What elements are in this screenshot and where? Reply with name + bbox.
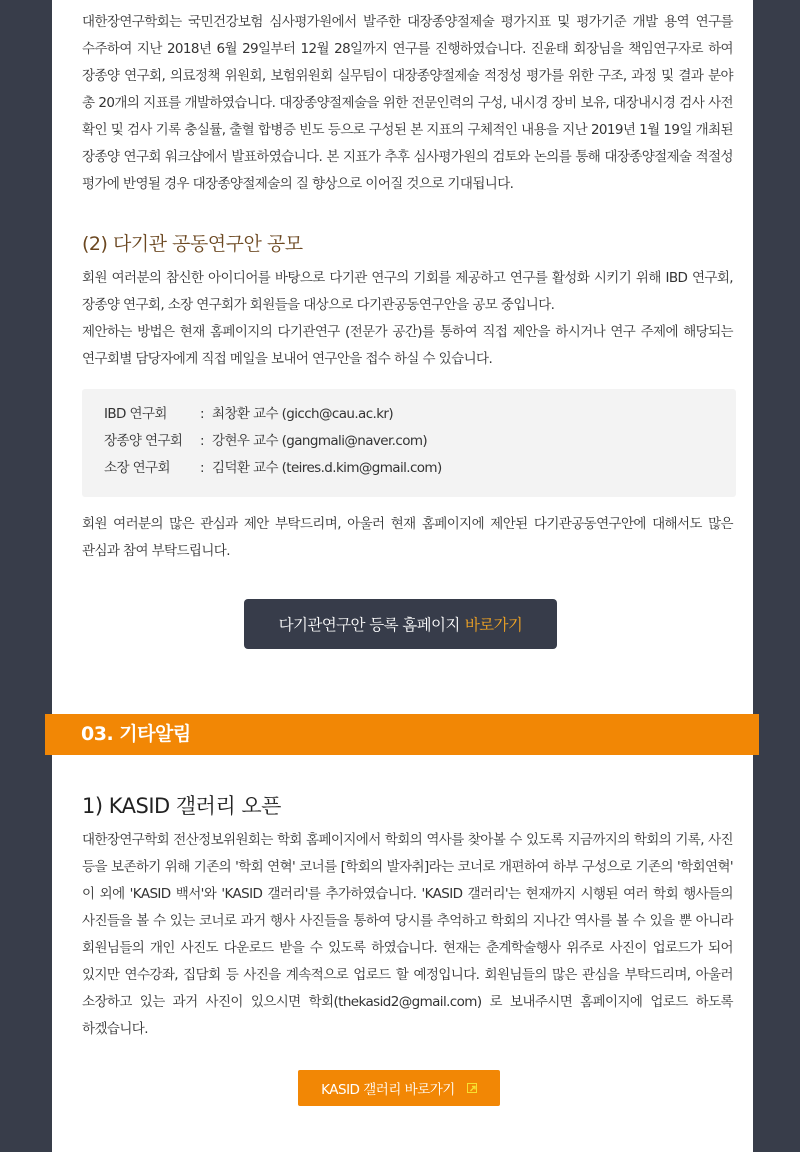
contact-group: IBD 연구회 [104,406,167,422]
joint-research-paragraph-2: 제안하는 방법은 현재 홈페이지의 다기관연구 (전문가 공간)를 통하여 직접 제안을 하시거나 연구 주제에 해당되는 연구회별 담당자에게 직접 메일을 보내어 연구안을 접수 하실 수 있습니다. [82,324,733,367]
newsletter-page [52,0,753,1152]
contact-colon: : [200,433,204,449]
joint-research-register-button[interactable] [244,599,557,649]
joint-research-body [82,265,733,373]
kasid-gallery-title: 1) KASID 갤러리 오픈 [82,794,281,818]
section-header-label: 03. 기타알림 [81,723,191,745]
kasid-gallery-button[interactable] [298,1070,500,1106]
contact-group: 장종양 연구회 [104,433,183,449]
contact-person: 김덕환 교수 (teires.d.kim@gmail.com) [212,460,442,476]
contact-group: 소장 연구회 [104,460,170,476]
contact-person: 강현우 교수 (gangmali@naver.com) [212,433,428,449]
register-button-highlight: 바로가기 [464,616,523,634]
register-button-label: 다기관연구안 등록 홈페이지 [278,616,460,634]
contact-row [104,455,442,482]
kasid-gallery-body [82,827,733,1043]
section-title-joint-research: (2) 다기관 공동연구안 공모 [82,233,303,255]
kasid-gallery-button-label: KASID 갤러리 바로가기 [321,1082,455,1098]
contact-row [104,401,393,428]
contact-person: 최창환 교수 (gicch@cau.ac.kr) [212,406,394,422]
joint-research-closing-block [82,511,733,565]
intro-paragraph: 대한장연구학회는 국민건강보험 심사평가원에서 발주한 대장종양절제술 평가지표 및 평가기준 개발 용역 연구를 수주하여 지난 2018년 6월 29일부터 12월 28일까지 연구를 진행하였습니다. 진윤태 회장님을 책임연구자로 하여 장종양 연구회, 의료정책 위원회, 보험위원회 실무팀이 대장종양절제술 적정성 평가를 위한 구조, 과정 및 결과 분야 총 20개의 지표를 개발하였습니다. 대장종양절제술을 위한 전문인력의 구성, 내시경 장비 보유, 대장내시경 검사 사전 확인 및 검사 기록 충실률, 출혈 합병증 빈도 등으로 구성된 본 지표의 구체적인 내용을 지난 2019년 1월 19일 개최된 장종양 연구회 워크샵에서 발표하였습니다. 본 지표가 추후 심사평가원의 검토와 논의를 통해 대장종양절제술 적절성 평가에 반영될 경우 대장종양절제술의 질 향상으로 이어질 것으로 기대됩니다. [82,14,733,192]
joint-research-closing: 회원 여러분의 많은 관심과 제안 부탁드리며, 아울러 현재 홈페이지에 제안된 다기관공동연구안에 대해서도 많은 관심과 참여 부탁드립니다. [82,516,733,559]
section-header-other-notices [45,714,759,755]
contact-colon: : [200,460,204,476]
joint-research-paragraph-1: 회원 여러분의 참신한 아이디어를 바탕으로 다기관 연구의 기회를 제공하고 연구를 활성화 시키기 위해 IBD 연구회, 장종양 연구회, 소장 연구회가 회원들을 대상으로 다기관공동연구안을 공모 중입니다. [82,270,733,313]
contact-row [104,428,427,455]
kasid-gallery-paragraph: 대한장연구학회 전산정보위원회는 학회 홈페이지에서 학회의 역사를 찾아볼 수 있도록 지금까지의 학회의 기록, 사진 등을 보존하기 위해 기존의 '학회 연혁' 코너를 [학회의 발자취]라는 코너로 개편하여 하부 구성으로 기존의 '학회연혁' 이 외에 'KASID 백서'와 'KASID 갤러리'를 추가하였습니다. 'KASID 갤러리'는 현재까지 시행된 여러 학회 행사들의 사진들을 볼 수 있는 코너로 과거 행사 사진들을 통하여 당시를 추억하고 학회의 지나간 역사를 볼 수 있을 뿐 아니라 회원님들의 개인 사진도 다운로드 받을 수 있도록 하였습니다. 현재는 춘계학술행사 위주로 사진이 업로드가 되어 있지만 연수강좌, 집담회 등 사진을 계속적으로 업로드 할 예정입니다. 회원님들의 많은 관심을 부탁드리며, 아울러 소장하고 있는 과거 사진이 있으시면 학회(thekasid2@gmail.com) 로 보내주시면 홈페이지에 업로드 하도록 하겠습니다. [82,832,733,1037]
external-link-icon [467,1083,477,1093]
contact-box [82,389,736,497]
intro-section [82,9,733,198]
contact-colon: : [200,406,204,422]
